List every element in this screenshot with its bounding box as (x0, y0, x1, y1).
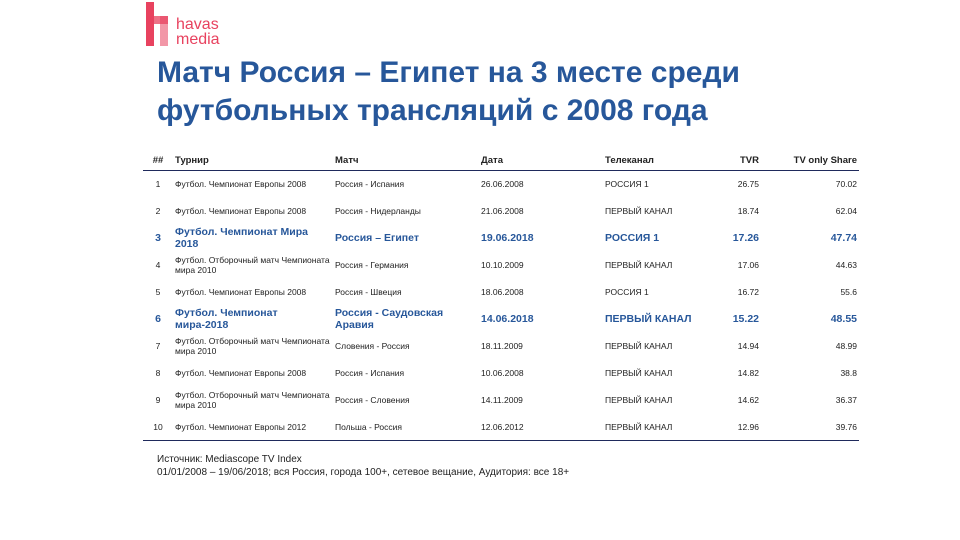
table-row (143, 306, 859, 333)
header-tournament: Турнир (173, 150, 333, 171)
rank-cell: 2 (155, 206, 161, 216)
match-cell: Россия – Египет (335, 232, 419, 244)
havas-logo-icon (146, 2, 172, 46)
channel-cell: РОССИЯ 1 (605, 232, 660, 244)
match-cell: Россия - Словения (335, 395, 410, 405)
match-cell: Россия - Испания (335, 179, 405, 190)
date-cell: 10.10.2009 (481, 260, 524, 270)
date-cell: 12.06.2012 (479, 414, 603, 441)
tournament-cell: Футбол. Чемпионат мира-2018 (175, 307, 278, 331)
ratings-table (143, 150, 859, 441)
tournament-cell: Футбол. Чемпионат Европы 2008 (175, 179, 307, 190)
channel-cell: ПЕРВЫЙ КАНАЛ (605, 395, 673, 405)
rank-cell: 10 (143, 414, 173, 441)
tournament-cell: Футбол. Чемпионат Европы 2008 (175, 368, 307, 378)
tournament-cell: Футбол. Отборочный матч Чемпионата мира 2010 (175, 390, 330, 410)
date-cell: 21.06.2008 (481, 206, 524, 216)
date-cell: 14.06.2018 (481, 313, 534, 325)
share-cell: 38.8 (840, 368, 857, 378)
match-cell: Польша - Россия (333, 414, 479, 441)
match-cell: Словения - Россия (335, 341, 410, 351)
rank-cell: 3 (155, 232, 161, 244)
tvr-cell: 14.62 (737, 395, 759, 405)
rank-cell: 1 (155, 179, 161, 190)
tvr-cell: 17.06 (737, 260, 759, 270)
table-row (143, 279, 859, 306)
share-cell: 48.99 (835, 341, 857, 351)
header-share: TV only Share (761, 150, 859, 171)
match-cell: Россия - Швеция (335, 287, 402, 297)
logo-line-1: havas (176, 16, 219, 33)
match-cell: Россия - Саудовская Аравия (335, 307, 444, 331)
date-cell: 18.11.2009 (481, 341, 523, 351)
table-row (143, 387, 859, 414)
header-date: Дата (479, 150, 603, 171)
source-footnote (157, 453, 569, 479)
share-cell: 70.02 (835, 179, 857, 190)
channel-cell: ПЕРВЫЙ КАНАЛ (605, 341, 673, 351)
rank-cell: 8 (155, 368, 161, 378)
table-row (143, 333, 859, 360)
share-cell: 39.76 (761, 414, 859, 441)
tournament-cell: Футбол. Чемпионат Мира 2018 (175, 226, 308, 250)
tournament-cell: Футбол. Чемпионат Европы 2012 (173, 414, 333, 441)
share-cell: 44.63 (835, 260, 857, 270)
tournament-cell: Футбол. Чемпионат Европы 2008 (175, 287, 307, 297)
footnote-period: 01/01/2008 – 19/06/2018; вся Россия, города 100+, сетевое вещание, Аудитория: все 18+ (157, 467, 570, 478)
table-row (143, 171, 859, 198)
table-header-row (143, 150, 859, 171)
slide-title (157, 54, 857, 130)
channel-cell: ПЕРВЫЙ КАНАЛ (605, 368, 673, 378)
havas-media-logo (146, 2, 241, 48)
channel-cell: РОССИЯ 1 (605, 287, 649, 297)
tvr-cell: 14.82 (737, 368, 759, 378)
channel-cell: РОССИЯ 1 (605, 179, 649, 190)
tournament-cell: Футбол. Отборочный матч Чемпионата мира 2010 (175, 336, 330, 356)
table-row (143, 360, 859, 387)
tvr-cell: 16.72 (737, 287, 759, 297)
tvr-cell: 26.75 (737, 179, 759, 190)
tvr-cell: 15.22 (732, 313, 759, 325)
channel-cell: ПЕРВЫЙ КАНАЛ (605, 206, 673, 216)
share-cell: 62.04 (835, 206, 857, 216)
channel-cell: ПЕРВЫЙ КАНАЛ (603, 414, 703, 441)
table-row (143, 225, 859, 252)
table-row (143, 198, 859, 225)
header-tvr: TVR (703, 150, 761, 171)
tvr-cell: 12.96 (703, 414, 761, 441)
tvr-cell: 17.26 (732, 232, 759, 244)
rank-cell: 6 (155, 313, 161, 325)
header-rank: ## (143, 150, 173, 171)
date-cell: 10.06.2008 (481, 368, 524, 378)
logo-wordmark (176, 17, 220, 47)
date-cell: 26.06.2008 (481, 179, 524, 190)
channel-cell: ПЕРВЫЙ КАНАЛ (605, 313, 692, 325)
tournament-cell: Футбол. Отборочный матч Чемпионата мира 2010 (175, 255, 330, 275)
share-cell: 47.74 (830, 232, 857, 244)
header-match: Матч (333, 150, 479, 171)
rank-cell: 9 (155, 395, 161, 405)
header-channel: Телеканал (603, 150, 703, 171)
date-cell: 19.06.2018 (481, 232, 534, 244)
logo-line-2: media (176, 31, 220, 48)
date-cell: 18.06.2008 (481, 287, 524, 297)
match-cell: Россия - Нидерланды (335, 206, 421, 216)
rank-cell: 5 (155, 287, 161, 297)
channel-cell: ПЕРВЫЙ КАНАЛ (605, 260, 673, 270)
title-line-2: футбольных трансляций с 2008 года (157, 94, 708, 127)
match-cell: Россия - Испания (335, 368, 405, 378)
tournament-cell: Футбол. Чемпионат Европы 2008 (175, 206, 307, 216)
table-row (143, 252, 859, 279)
footnote-source: Источник: Mediascope TV Index (157, 454, 302, 465)
rank-cell: 4 (155, 260, 161, 270)
share-cell: 55.6 (840, 287, 857, 297)
tvr-cell: 14.94 (737, 341, 759, 351)
title-line-1: Матч Россия – Египет на 3 месте среди (157, 56, 740, 89)
date-cell: 14.11.2009 (481, 395, 523, 405)
tvr-cell: 18.74 (737, 206, 759, 216)
share-cell: 36.37 (835, 395, 857, 405)
rank-cell: 7 (155, 341, 161, 351)
match-cell: Россия - Германия (335, 260, 409, 270)
table-row (143, 414, 859, 441)
share-cell: 48.55 (830, 313, 857, 325)
